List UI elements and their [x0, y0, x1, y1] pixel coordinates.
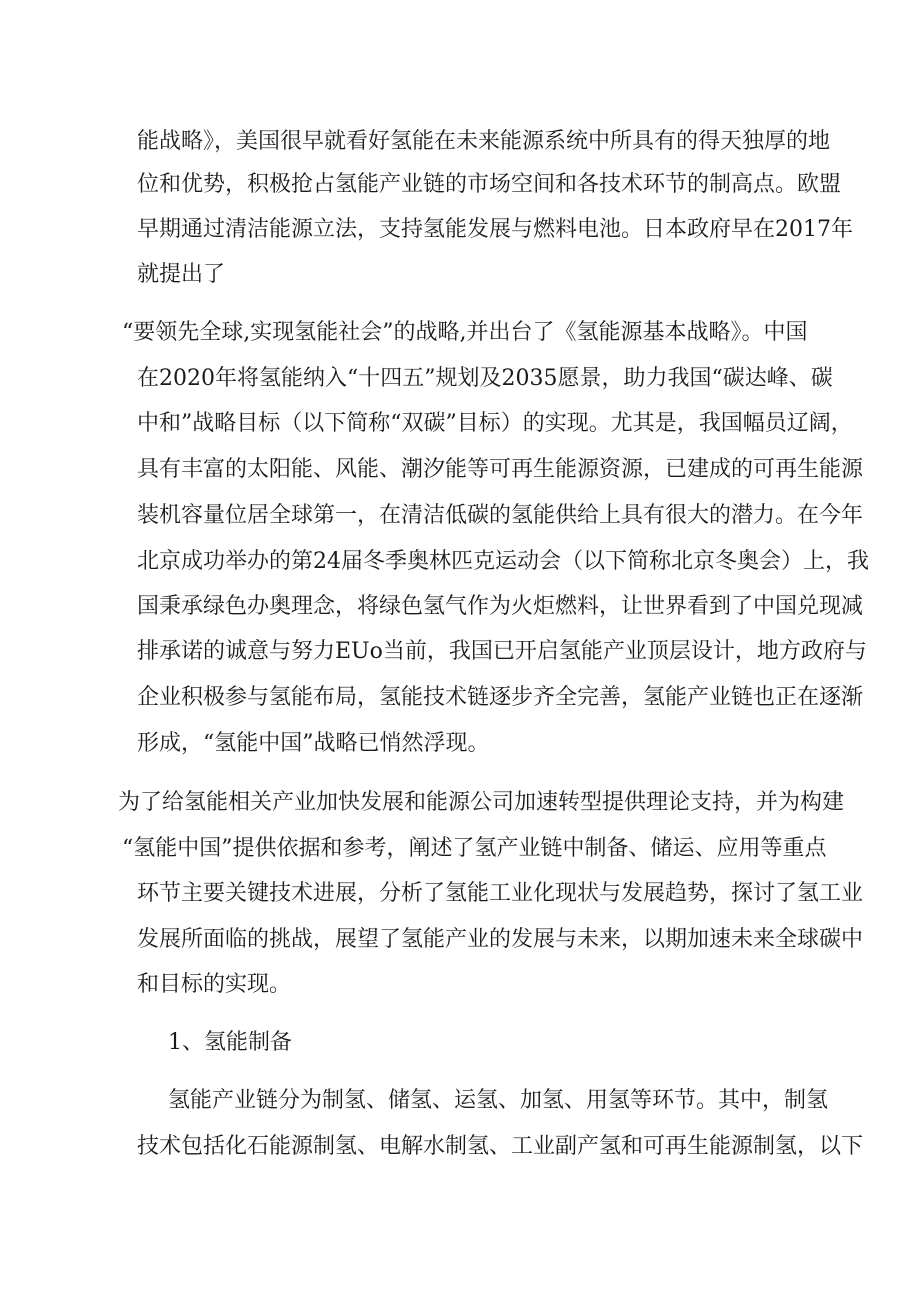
paragraph-2-line-4: 具有丰富的太阳能、风能、潮汐能等可再生能源资源，已建成的可再生能源 [137, 457, 864, 482]
paragraph-1-line-3: 早期通过清洁能源立法，支持氢能发展与燃料电池。日本政府早在2017年 [137, 217, 853, 242]
paragraph-2-line-10: 形成，“氢能中国”战略已悄然浮现。 [137, 731, 490, 756]
paragraph-2-line-6: 北京成功举办的第24届冬季奥林匹克运动会（以下简称北京冬奥会）上，我 [137, 549, 869, 574]
paragraph-2-line-8: 排承诺的诚意与努力EUo当前，我国已开启氢能产业顶层设计，地方政府与 [137, 639, 867, 664]
section-paragraph-line-2: 技术包括化石能源制氢、电解水制氢、工业副产氢和可再生能源制氢，以下 [137, 1134, 864, 1159]
paragraph-1-line-2: 位和优势，积极抢占氢能产业链的市场空间和各技术环节的制高点。欧盟 [137, 172, 842, 197]
paragraph-2-line-9: 企业积极参与氢能布局，氢能技术链逐步齐全完善，氢能产业链也正在逐渐 [137, 685, 864, 710]
paragraph-2-line-5: 装机容量位居全球第一，在清洁低碳的氢能供给上具有很大的潜力。在今年 [137, 503, 864, 528]
paragraph-2-line-2: 在2020年将氢能纳入“十四五”规划及2035愿景，助力我国“碳达峰、碳 [137, 366, 833, 391]
paragraph-3-line-3: 环节主要关键技术进展，分析了氢能工业化现状与发展趋势，探讨了氢工业 [137, 881, 864, 906]
paragraph-3-line-2: “氢能中国”提供依据和参考，阐述了氢产业链中制备、储运、应用等重点 [122, 836, 827, 861]
paragraph-3-line-1: 为了给氢能相关产业加快发展和能源公司加速转型提供理论支持，并为构建 [118, 790, 845, 815]
paragraph-1-line-4: 就提出了 [137, 262, 226, 287]
paragraph-2-line-7: 国秉承绿色办奥理念，将绿色氢气作为火炬燃料，让世界看到了中国兑现减 [137, 594, 864, 619]
paragraph-1-line-1: 能战略》，美国很早就看好氢能在未来能源系统中所具有的得天独厚的地 [137, 129, 831, 154]
paragraph-3-line-4: 发展所面临的挑战，展望了氢能产业的发展与未来，以期加速未来全球碳中 [137, 927, 864, 952]
section-paragraph-line-1: 氢能产业链分为制氢、储氢、运氢、加氢、用氢等环节。其中，制氢 [168, 1088, 829, 1113]
paragraph-2-line-1: “要领先全球,实现氢能社会”的战略,并出台了《氢能源基本战略》。中国 [122, 320, 808, 345]
paragraph-2-line-3: 中和”战略目标（以下简称“双碳”目标）的实现。尤其是，我国幅员辽阔， [137, 411, 853, 436]
paragraph-3-line-5: 和目标的实现。 [137, 972, 292, 997]
section-heading: 1、氢能制备 [168, 1030, 292, 1055]
